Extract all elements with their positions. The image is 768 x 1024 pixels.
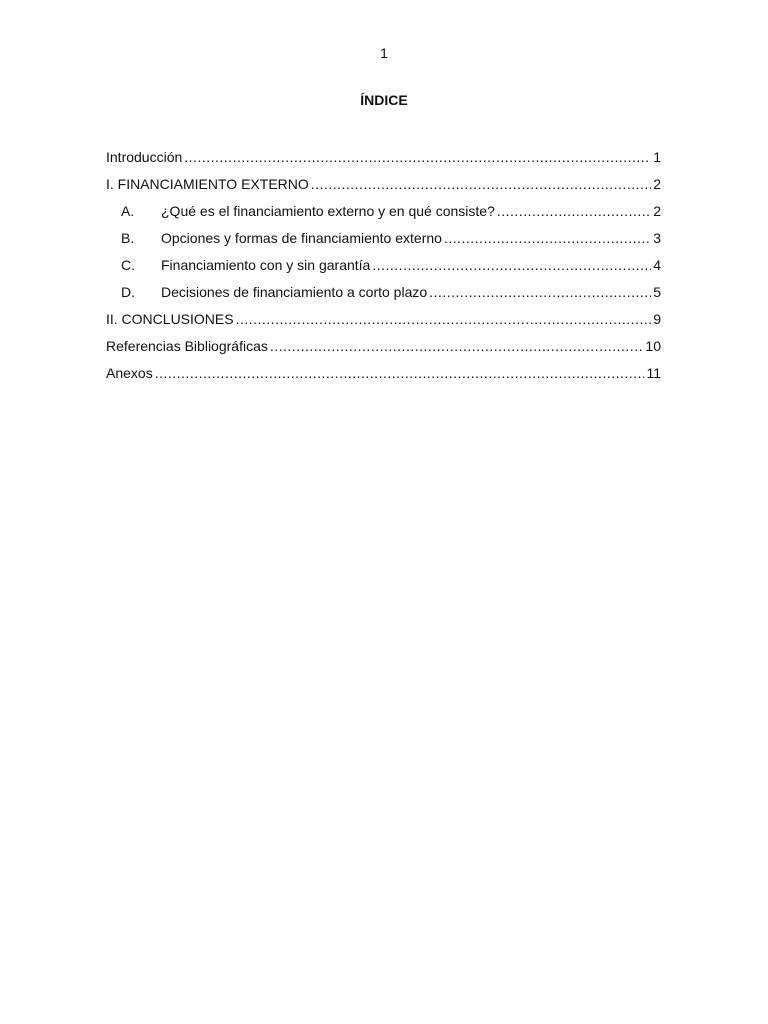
toc-title: ÍNDICE xyxy=(360,92,408,108)
toc-entry-financiamiento-externo[interactable] xyxy=(106,174,661,201)
toc-entry-label: Referencias Bibliográficas xyxy=(106,338,268,354)
toc-entry-label: I. FINANCIAMIENTO EXTERNO xyxy=(106,176,309,192)
toc-entry-page: 10 xyxy=(645,338,661,354)
toc-leader xyxy=(444,228,651,248)
toc-entry-anexos[interactable] xyxy=(106,363,661,390)
toc-entry-conclusiones[interactable] xyxy=(106,309,661,336)
toc-entry-page: 2 xyxy=(653,203,661,219)
toc-leader xyxy=(155,363,645,383)
toc-entry-letter: D. xyxy=(121,284,135,300)
toc-leader xyxy=(497,201,651,221)
toc-entry-page: 5 xyxy=(653,284,661,300)
toc-entry-letter: C. xyxy=(121,257,135,273)
toc-entry-page: 3 xyxy=(653,230,661,246)
toc-entry-label: Decisiones de financiamiento a corto plazo xyxy=(161,284,428,300)
toc-entry-label: II. CONCLUSIONES xyxy=(106,311,234,327)
table-of-contents xyxy=(106,147,661,390)
toc-entry-page: 9 xyxy=(653,311,661,327)
toc-entry-referencias[interactable] xyxy=(106,336,661,363)
toc-entry-a[interactable] xyxy=(106,201,661,228)
toc-entry-page: 2 xyxy=(653,176,661,192)
page-number: 1 xyxy=(380,45,388,61)
toc-entry-page: 1 xyxy=(653,149,661,165)
toc-leader xyxy=(429,282,651,302)
toc-entry-d[interactable] xyxy=(106,282,661,309)
toc-entry-introduccion[interactable] xyxy=(106,147,661,174)
toc-entry-label: Opciones y formas de financiamiento externo xyxy=(161,230,442,246)
toc-entry-letter: A. xyxy=(121,203,135,219)
toc-entry-label: Anexos xyxy=(106,365,153,381)
toc-entry-label: ¿Qué es el financiamiento externo y en qué consiste? xyxy=(161,203,495,219)
toc-entry-label: Financiamiento con y sin garantía xyxy=(161,257,371,273)
toc-entry-letter: B. xyxy=(121,230,135,246)
toc-leader xyxy=(270,336,644,356)
toc-entry-c[interactable] xyxy=(106,255,661,282)
toc-entry-b[interactable] xyxy=(106,228,661,255)
toc-leader xyxy=(311,174,651,194)
toc-leader xyxy=(372,255,651,275)
toc-entry-label: Introducción xyxy=(106,149,183,165)
toc-entry-page: 11 xyxy=(646,365,661,381)
toc-leader xyxy=(236,309,652,329)
toc-leader xyxy=(184,147,651,167)
toc-entry-page: 4 xyxy=(653,257,661,273)
